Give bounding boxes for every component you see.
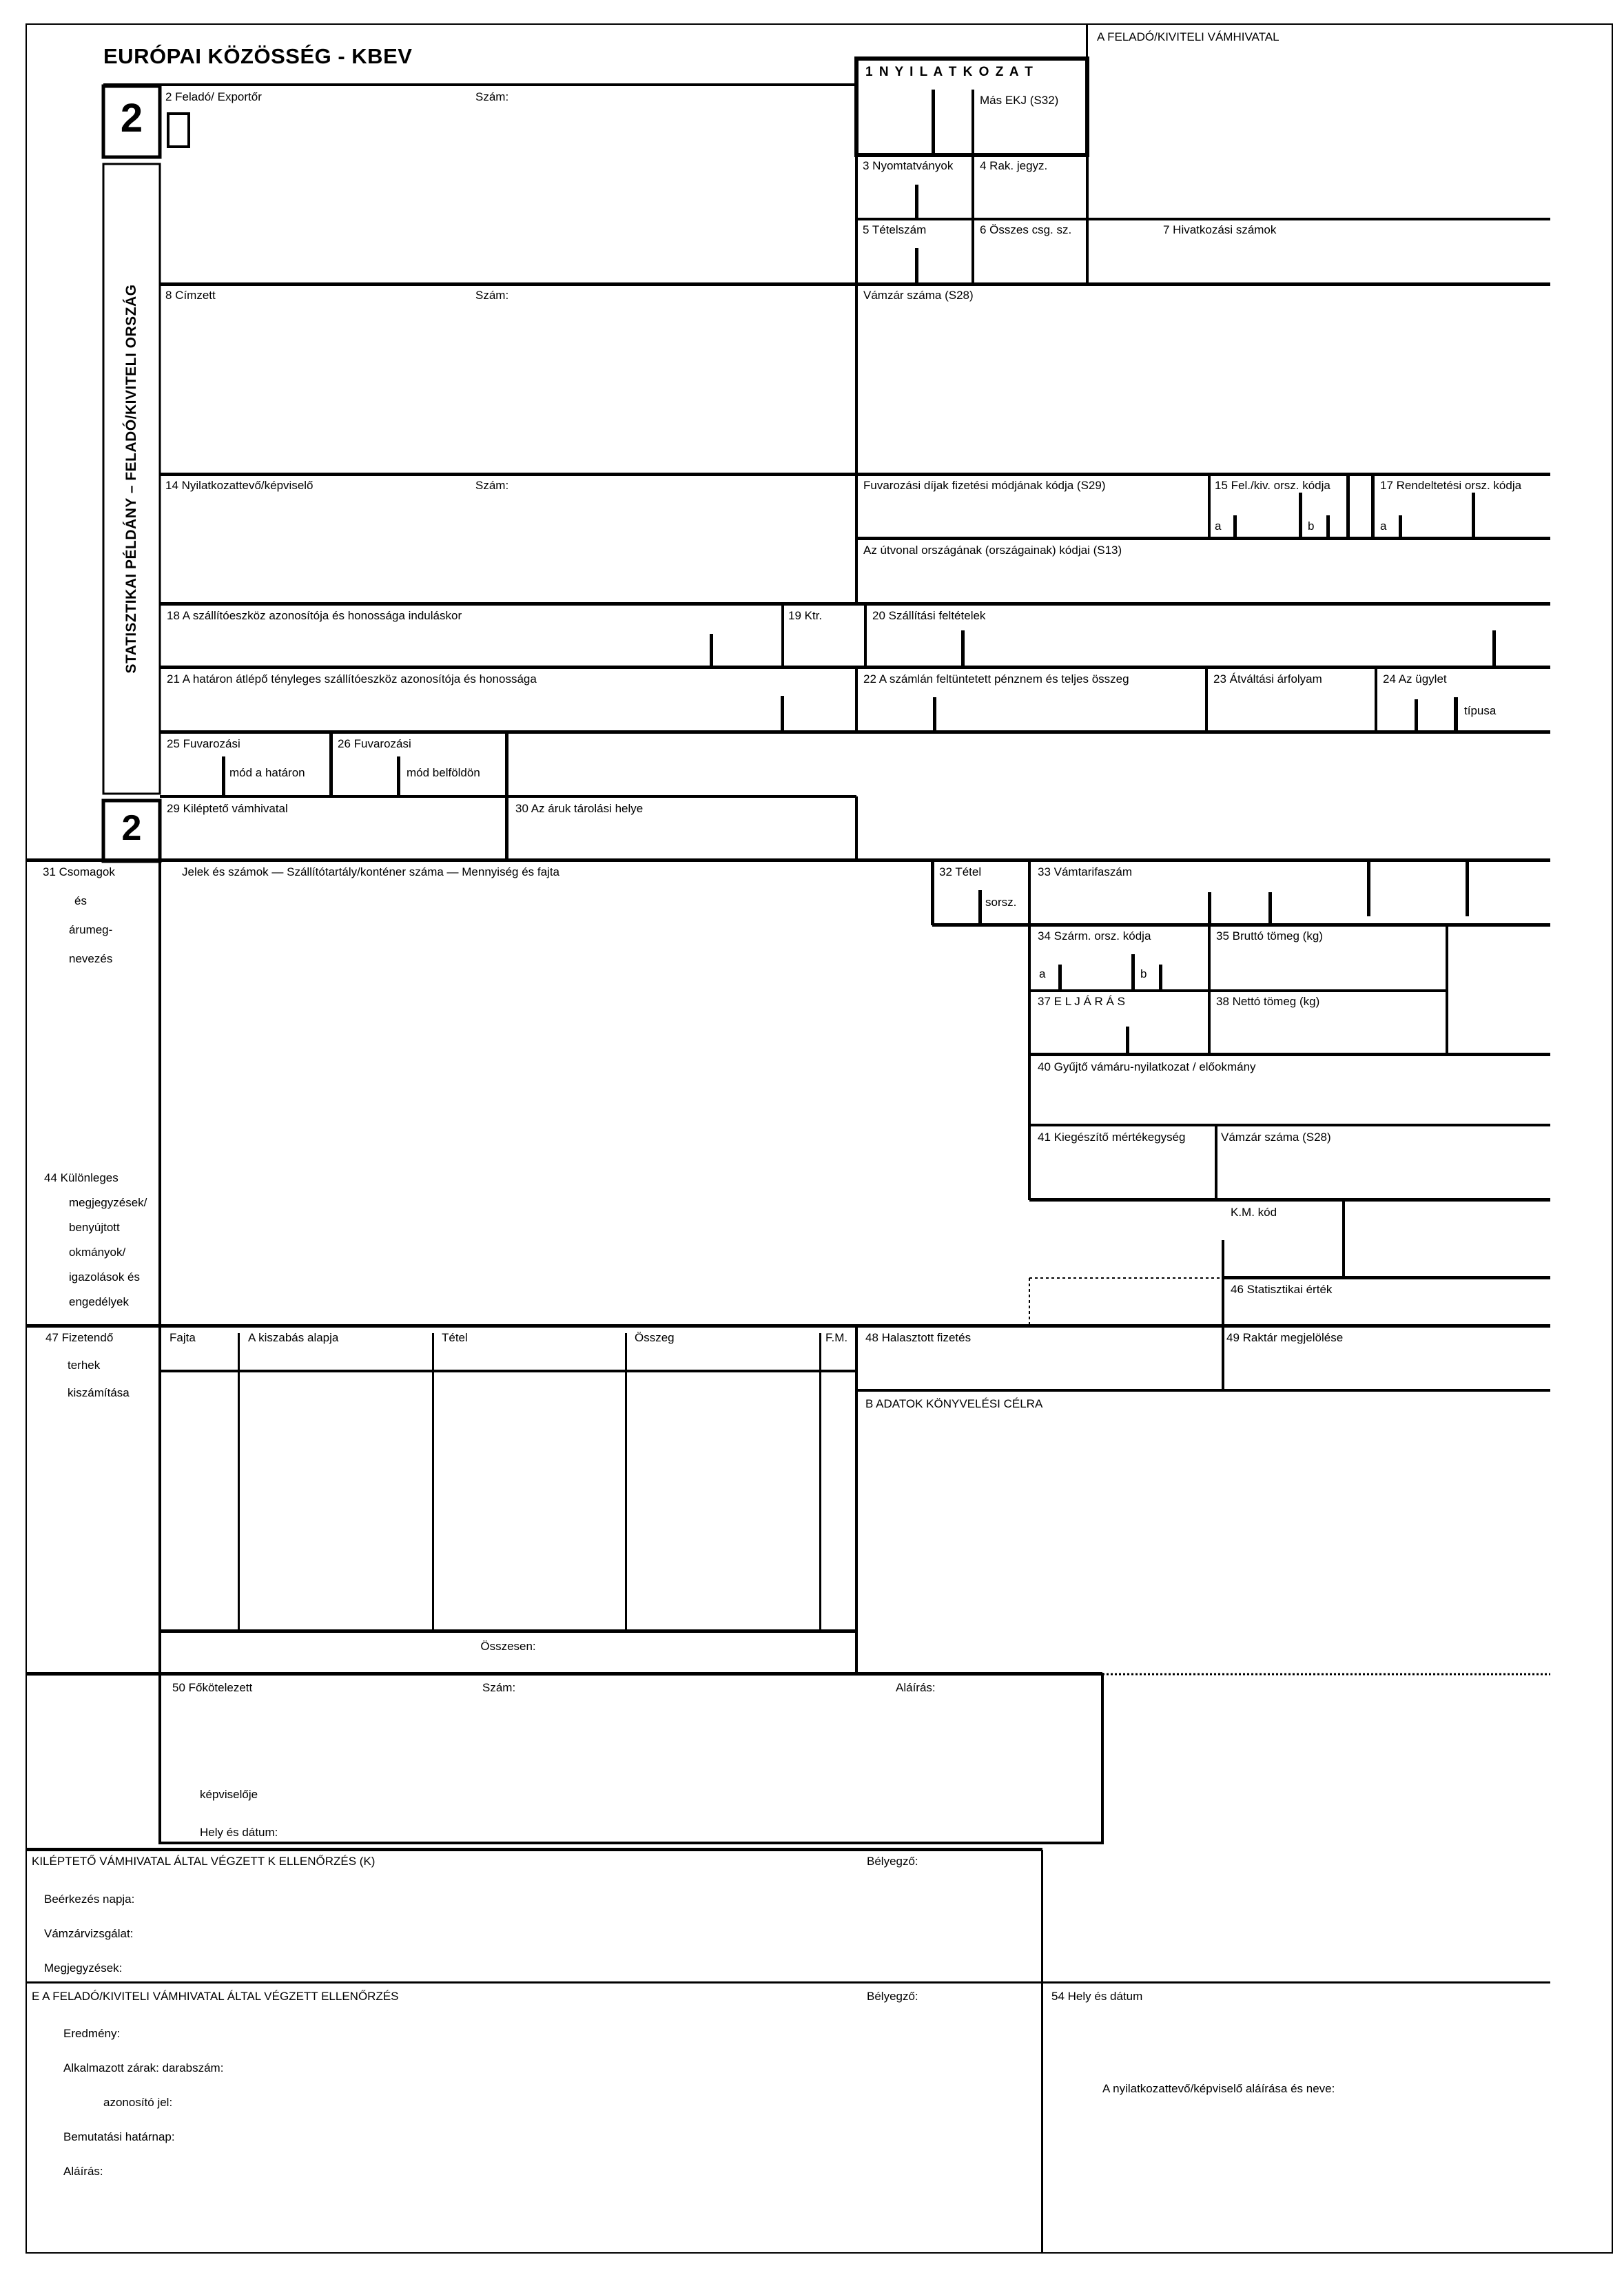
box26-label: 26 Fuvarozási: [338, 737, 411, 750]
alairas-label-50: Aláírás:: [896, 1681, 936, 1694]
beerkezes-napja-label: Beérkezés napja:: [44, 1893, 135, 1906]
e-control-title: E A FELADÓ/KIVITELI VÁMHIVATAL ÁLTAL VÉGZETT ELLENŐRZÉS: [32, 1990, 399, 2003]
box31-label-line4: nevezés: [69, 952, 113, 965]
box3-label: 3 Nyomtatványok: [863, 159, 954, 172]
box5-label: 5 Tételszám: [863, 223, 927, 236]
box15-label: 15 Fel./kiv. orsz. kódja: [1215, 479, 1330, 492]
belyegzo-label-k: Bélyegző:: [867, 1855, 918, 1868]
col-tetel-label: Tétel: [442, 1331, 468, 1344]
box47-label-line2: terhek: [68, 1359, 101, 1372]
col-fm-label: F.M.: [825, 1331, 848, 1344]
alairas-label-e: Aláírás:: [63, 2165, 103, 2178]
box19-label: 19 Ktr.: [788, 609, 823, 622]
box17-label: 17 Rendeltetési orsz. kódja: [1380, 479, 1522, 492]
km-code-label: K.M. kód: [1231, 1206, 1277, 1219]
box21-label: 21 A határon átlépő tényleges szállítóeszköz azonosítója és honossága: [167, 672, 537, 686]
box38-label: 38 Nettó tömeg (kg): [1216, 995, 1320, 1008]
box41-label: 41 Kiegészítő mértékegység: [1038, 1131, 1186, 1144]
box37-label: 37 E L J Á R Á S: [1038, 995, 1125, 1008]
megjegyzesek-label: Megjegyzések:: [44, 1961, 123, 1975]
box31-label-line3: árumeg-: [69, 923, 113, 936]
bemutatasi-hatarnap-label: Bemutatási határnap:: [63, 2130, 175, 2143]
box40-label: 40 Gyűjtő vámáru-nyilatkozat / előokmány: [1038, 1060, 1256, 1073]
box35-label: 35 Bruttó tömeg (kg): [1216, 929, 1323, 942]
eredmeny-label: Eredmény:: [63, 2027, 121, 2040]
k-control-title: KILÉPTETŐ VÁMHIVATAL ÁLTAL VÉGZETT K ELLENŐRZÉS (K): [32, 1855, 376, 1868]
box8-cimzett-label: 8 Címzett: [165, 289, 216, 302]
box44-label-line1: 44 Különleges: [44, 1171, 119, 1184]
alkalmazott-zarak-label: Alkalmazott zárak: darabszám:: [63, 2061, 224, 2074]
box24-label: 24 Az ügylet: [1383, 672, 1447, 686]
box44-label-line2: megjegyzések/: [69, 1196, 147, 1209]
box47-label-line3: kiszámítása: [68, 1386, 130, 1399]
copy-number-top: 2: [120, 96, 143, 141]
nyilatkozattevo-alairas-label: A nyilatkozattevő/képviselő aláírása és neve:: [1102, 2082, 1335, 2095]
box24-tipusa-label: típusa: [1464, 704, 1497, 717]
box44-label-line6: engedélyek: [69, 1295, 129, 1308]
page-title: EURÓPAI KÖZÖSSÉG - KBEV: [103, 44, 413, 68]
box26-mode-label: mód belföldön: [407, 766, 480, 779]
vamzarvizsgalat-label: Vámzárvizsgálat:: [44, 1927, 134, 1940]
col-fajta-label: Fajta: [169, 1331, 196, 1344]
box20-label: 20 Szállítási feltételek: [872, 609, 986, 622]
box1-declaration-label: 1 N Y I L A T K O Z A T: [865, 65, 1034, 79]
box14-nyilatkozattevo-label: 14 Nyilatkozattevő/képviselő: [165, 479, 314, 492]
box15-a-label: a: [1215, 519, 1222, 533]
box18-label: 18 A szállítóeszköz azonosítója és honossága induláskor: [167, 609, 462, 622]
box49-label: 49 Raktár megjelölése: [1226, 1331, 1344, 1344]
box44-label-line3: benyújtott: [69, 1221, 120, 1234]
azonosito-jel-label: azonosító jel:: [103, 2096, 173, 2109]
box30-label: 30 Az áruk tárolási helye: [515, 802, 644, 815]
box44-label-line5: igazolások és: [69, 1270, 141, 1284]
box29-label: 29 Kiléptető vámhivatal: [167, 802, 288, 815]
szam-label-felado: Szám:: [475, 90, 509, 103]
box15-b-label: b: [1308, 519, 1315, 533]
box6-label: 6 Összes csg. sz.: [980, 223, 1072, 236]
box48-label: 48 Halasztott fizetés: [865, 1331, 972, 1344]
box47-label-line1: 47 Fizetendő: [45, 1331, 114, 1344]
box44-label-line4: okmányok/: [69, 1246, 126, 1259]
szam-label-cimzett: Szám:: [475, 289, 509, 302]
box32-label: 32 Tétel: [939, 865, 982, 878]
box23-label: 23 Átváltási árfolyam: [1213, 672, 1322, 686]
kepviseloje-label: képviselője: [200, 1788, 258, 1801]
side-copy-label: STATISZTIKAI PÉLDÁNY – FELADÓ/KIVITELI ORSZÁG: [123, 284, 139, 674]
seal-number-label-goods: Vámzár száma (S28): [1221, 1131, 1331, 1144]
box1-other-ekj-label: Más EKJ (S32): [980, 94, 1059, 107]
s13-route-countries-label: Az útvonal országának (országainak) kódjai (S13): [863, 544, 1122, 557]
section-b-label: B ADATOK KÖNYVELÉSI CÉLRA: [865, 1397, 1043, 1410]
box17-a-label: a: [1380, 519, 1387, 533]
box25-mode-label: mód a határon: [229, 766, 305, 779]
box4-label: 4 Rak. jegyz.: [980, 159, 1048, 172]
box34-label: 34 Szárm. orsz. kódja: [1038, 929, 1151, 942]
belyegzo-label-e: Bélyegző:: [867, 1990, 918, 2003]
box31-label-line2: és: [74, 894, 87, 907]
box46-label: 46 Statisztikai érték: [1231, 1283, 1333, 1296]
s29-freight-code-label: Fuvarozási díjak fizetési módjának kódja (S29): [863, 479, 1106, 492]
col-kiszabas-alapja-label: A kiszabás alapja: [248, 1331, 339, 1344]
szam-label-nyilatkozattevo: Szám:: [475, 479, 509, 492]
seal-number-label-top: Vámzár száma (S28): [863, 289, 974, 302]
box34-a-label: a: [1039, 967, 1046, 980]
box54-label: 54 Hely és dátum: [1051, 1990, 1143, 2003]
box2-felado-label: 2 Feladó/ Exportőr: [165, 90, 262, 103]
box33-label: 33 Vámtarifaszám: [1038, 865, 1132, 878]
box25-label: 25 Fuvarozási: [167, 737, 240, 750]
box7-label: 7 Hivatkozási számok: [1163, 223, 1277, 236]
office-header-label: A FELADÓ/KIVITELI VÁMHIVATAL: [1097, 30, 1279, 43]
box32-sorsz-label: sorsz.: [985, 896, 1017, 909]
box22-label: 22 A számlán feltüntetett pénznem és teljes összeg: [863, 672, 1129, 686]
copy-number-bottom: 2: [121, 808, 142, 848]
box50-label: 50 Főkötelezett: [172, 1681, 253, 1694]
box31-header-label: Jelek és számok — Szállítótartály/konténer száma — Mennyiség és fajta: [182, 865, 560, 878]
hely-es-datum-label-50: Hely és dátum:: [200, 1826, 278, 1839]
szam-label-fokotelezett: Szám:: [482, 1681, 516, 1694]
box34-b-label: b: [1140, 967, 1147, 980]
col-osszeg-label: Összeg: [635, 1331, 675, 1344]
box31-label-line1: 31 Csomagok: [43, 865, 115, 878]
osszesen-total-label: Összesen:: [480, 1640, 536, 1653]
